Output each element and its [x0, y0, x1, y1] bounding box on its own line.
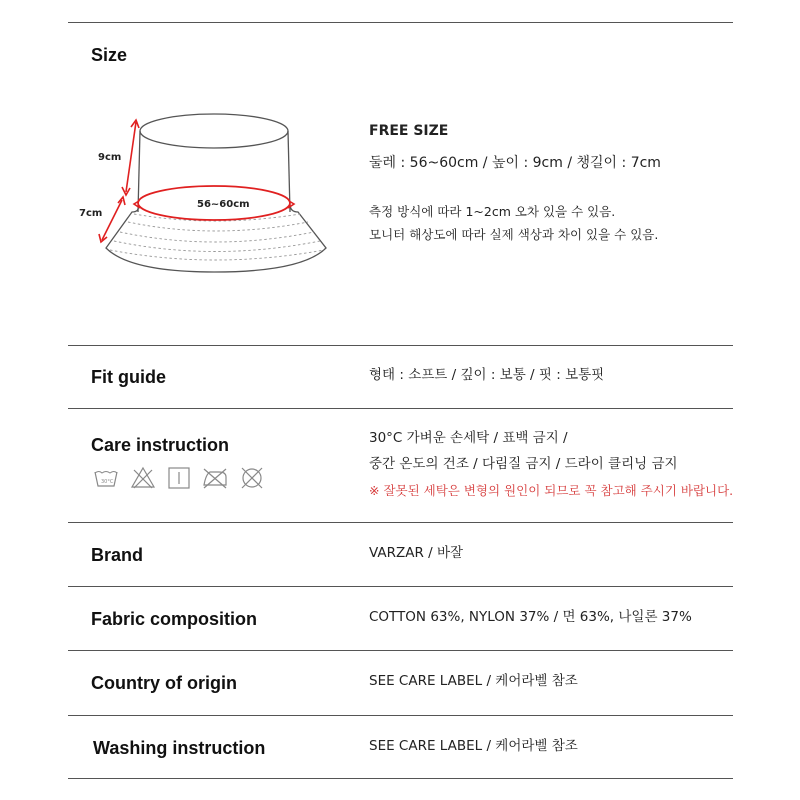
no-dry-clean-icon: [239, 466, 265, 490]
divider-top: [68, 22, 733, 23]
circumference-dimension-label: 56~60cm: [197, 199, 250, 210]
country-of-origin-label: Country of origin: [91, 673, 237, 693]
fabric-composition-value: COTTON 63%, NYLON 37% / 면 63%, 나일론 37%: [369, 609, 692, 625]
washing-instruction-label: Washing instruction: [93, 738, 266, 758]
fabric-composition-label: Fabric composition: [91, 609, 258, 629]
no-iron-icon: [201, 466, 229, 490]
brand-value: VARZAR / 바잘: [369, 545, 464, 561]
divider-bottom: [68, 778, 733, 779]
divider-care: [68, 522, 733, 523]
washing-instruction-value: SEE CARE LABEL / 케어라벨 참조: [369, 738, 578, 754]
care-warning: ※ 잘못된 세탁은 변형의 원인이 되므로 꼭 참고해 주시기 바랍니다.: [369, 483, 734, 498]
size-note-tolerance: 측정 방식에 따라 1~2cm 오차 있을 수 있음.: [369, 204, 616, 219]
hand-wash-30-icon: [93, 466, 119, 490]
height-dimension-label: 9cm: [98, 152, 122, 163]
divider-origin: [68, 715, 733, 716]
divider-brand: [68, 586, 733, 587]
size-note-color: 모니터 해상도에 따라 실제 색상과 차이 있을 수 있음.: [369, 227, 659, 242]
country-of-origin-value: SEE CARE LABEL / 케어라벨 참조: [369, 673, 578, 689]
care-line-1: 30°C 가벼운 손세탁 / 표백 금지 /: [369, 430, 568, 446]
divider-size: [68, 345, 733, 346]
divider-fabric: [68, 650, 733, 651]
divider-fit: [68, 408, 733, 409]
no-bleach-icon: [130, 466, 156, 490]
tumble-dry-icon: [166, 466, 192, 490]
brim-dimension-label: 7cm: [79, 208, 103, 219]
care-line-2: 중간 온도의 건조 / 다림질 금지 / 드라이 클리닝 금지: [369, 456, 678, 472]
care-instruction-label: Care instruction: [91, 435, 230, 455]
fit-guide-value: 형태 : 소프트 / 깊이 : 보통 / 핏 : 보통핏: [369, 367, 605, 383]
size-title: FREE SIZE: [369, 123, 449, 139]
hat-size-diagram: [70, 100, 330, 290]
svg-text:30°C: 30°C: [101, 479, 114, 485]
size-label: Size: [91, 45, 128, 65]
fit-guide-label: Fit guide: [91, 367, 166, 387]
brand-label: Brand: [91, 545, 144, 565]
size-dimensions: 둘레 : 56~60cm / 높이 : 9cm / 챙길이 : 7cm: [369, 155, 661, 171]
